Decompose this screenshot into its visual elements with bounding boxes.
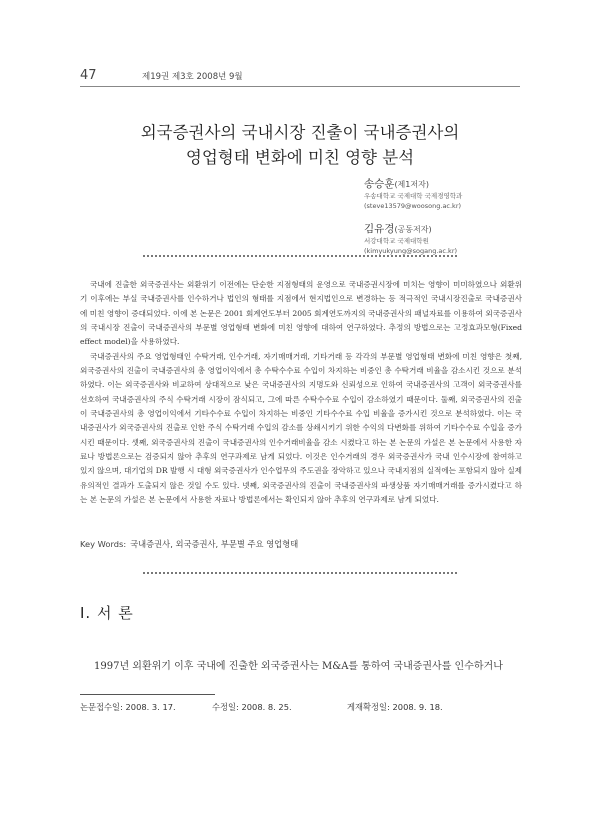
title-line-1: 외국증권사의 국내시장 진출이 국내증권사의 [140, 123, 460, 142]
author-1 [364, 172, 524, 211]
author-2-affiliation: 서강대학교 국제대학원 [364, 237, 429, 245]
author-block [364, 172, 524, 262]
header-rule [80, 86, 520, 87]
keywords-label: Key Words: [80, 539, 127, 549]
received-date: 논문접수일: 2008. 3. 17. [80, 702, 176, 712]
author-1-name: 송승훈 [364, 178, 395, 190]
body-first-line: 1997년 외환위기 이후 국내에 진출한 외국증권사는 M&A를 통하여 국내증권사를 인수하거나 [94, 661, 503, 672]
abstract-top-divider [143, 255, 457, 257]
author-1-role: (제1저자) [394, 180, 429, 189]
abstract-paragraph-2: 국내증권사의 주요 영업형태인 수탁거래, 인수거래, 자기매매거래, 기타거래 등 각각의 부문별 영업형태 변화에 미친 영향은 첫째, 외국증권사의 진출이 국내증권사의 총 영업이익에서 총 수탁수수료 수입이 차지하는 비중인 총 수탁거래 비율을 감소시킨 것으로 분석하였다. 이는 외국증권사와 비교하여 상대적으로 낮은 국내증권사의 지명도와 신뢰성으로 인하여 국내증권사의 고객이 외국증권사를 선호하여 국내증권사의 주식 수탁거래 시장이 잠식되고, 그에 따른 수탁수수료 수입이 감소하였기 때문이다. 둘째, 외국증권사의 진출이 국내증권사의 총 영업이익에서 기타수수료 수입이 차지하는 비중인 기타수수료 수입 비율을 증가시킨 것으로 분석하였다. 이는 국내증권사가 외국증권사의 진출로 인한 주식 수탁거래 수입의 감소를 상쇄시키기 위한 수익의 다변화를 위하여 기타수수료 수입을 증가시킨 때문이다. 셋째, 외국증권사의 진출이 국내증권사의 인수거래비율을 감소 시켰다고 하는 본 논문의 가설은 본 논문에서 사용한 자료나 방법론으로는 검증되지 않아 추후의 연구과제로 남게 되었다. 이것은 인수거래의 경우 외국증권사가 국내 인수시장에 참여하고 있지 않으며, 대기업의 DR 발행 시 대형 외국증권사가 인수업무의 주도권을 장악하고 있으나 국내지점의 실적에는 포함되지 않아 실제 유의적인 결과가 도출되지 않은 것일 수도 있다. 넷째, 외국증권사의 진출이 국내증권사의 파생상품 자기매매거래를 증가시켰다고 하는 본 논문의 가설은 본 논문에서 사용한 자료나 방법론에서는 확인되지 않아 추후의 연구과제로 남게 되었다. [80, 351, 522, 505]
footnote-rule [80, 694, 215, 695]
running-header [80, 68, 520, 84]
section-heading: Ⅰ. 서 론 [80, 604, 134, 622]
author-1-affiliation: 우송대학교 국제대학 국제경영학과 [364, 192, 463, 200]
author-2 [364, 217, 524, 256]
journal-info: 제19권 제3호 2008년 9월 [142, 72, 243, 82]
author-2-email: (kimyukyung@sogang.ac.kr) [364, 247, 458, 255]
abstract-bottom-divider [143, 572, 457, 574]
accepted-date: 게재확정일: 2008. 9. 18. [347, 702, 443, 712]
author-1-email: (steve13579@woosong.ac.kr) [364, 202, 462, 210]
abstract-paragraph-1: 국내에 진출한 외국증권사는 외환위기 이전에는 단순한 지점형태의 운영으로 국내증권시장에 미치는 영향이 미미하였으나 외환위기 이후에는 부실 국내증권사를 인수하거나 법인의 형태를 지점에서 현지법인으로 변경하는 등 적극적인 국내시장진출로 국내증권사에 미친 영향이 증대되었다. 이에 본 논문은 2001 회계연도부터 2005 회계연도까지의 국내증권사의 패널자료를 이용하여 외국증권사의 국내시장 진출이 국내증권사의 부문별 영업형태 변화에 미친 영향에 대하여 연구하였다. 추정의 방법으로는 고정효과모형(Fixed effect model)을 사용하였다. [80, 280, 522, 347]
keywords-value: 국내증권사, 외국증권사, 부문별 주요 영업형태 [130, 539, 299, 549]
author-2-role: (공동저자) [394, 225, 432, 234]
revised-date: 수정일: 2008. 8. 25. [212, 702, 292, 712]
author-2-name: 김유경 [364, 223, 395, 235]
body-text [80, 657, 522, 672]
page-number: 47 [80, 68, 97, 83]
abstract [80, 278, 522, 508]
keywords [80, 538, 298, 550]
title-line-2: 영업형태 변화에 미친 영향 분석 [185, 148, 415, 167]
paper-title [80, 120, 520, 170]
